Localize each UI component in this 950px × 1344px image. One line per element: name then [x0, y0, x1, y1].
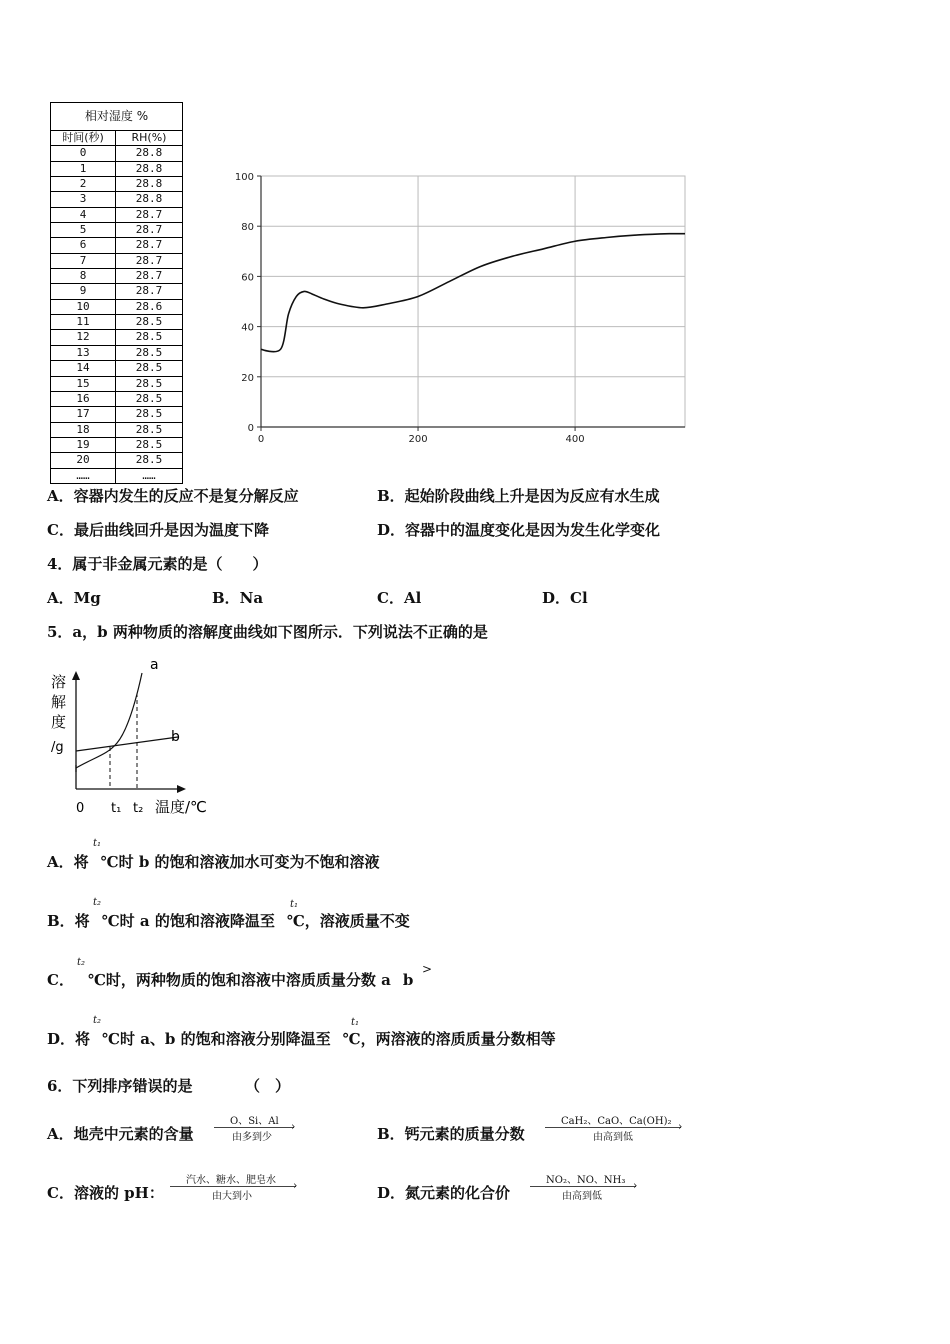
- q6-option-d-label: D．氮元素的化合价: [377, 1184, 511, 1202]
- rh-cell-time: 17: [51, 407, 116, 421]
- q6d-arrow-head-icon: ›: [633, 1179, 638, 1192]
- table-row: [51, 377, 182, 392]
- q5b-text-2: ℃，溶液质量不变: [286, 912, 410, 930]
- rh-cell-value: 28.7: [135, 253, 163, 267]
- rh-cell-value: 28.7: [135, 269, 163, 283]
- y-tick-label: 100: [234, 172, 254, 183]
- t2-tick-label: t₂: [133, 801, 144, 816]
- q6-option-c-label: C．溶液的 pH：: [47, 1184, 164, 1202]
- table-row: [51, 315, 182, 330]
- rh-cell-value: 28.7: [135, 238, 163, 252]
- q5c-text-2: b: [402, 971, 414, 989]
- table-row: [51, 269, 182, 284]
- table-row: [51, 162, 182, 177]
- y-tick-label: 60: [241, 272, 254, 284]
- rh-cell-time: 5: [51, 223, 116, 237]
- x-tick-label: 200: [408, 434, 428, 445]
- q5-option-d: [47, 1028, 556, 1049]
- origin-label: 0: [76, 801, 85, 816]
- rh-cell-time: 20: [51, 453, 116, 467]
- rh-cell-value: 28.6: [135, 299, 163, 313]
- rh-cell-time: 7: [51, 254, 116, 268]
- rh-cell-value: 28.7: [135, 207, 163, 221]
- q6d-arrow-top: NO₂、NO、NH₃: [546, 1175, 626, 1186]
- rh-series-line: [261, 234, 685, 352]
- q6-option-c-arrow: [170, 1171, 305, 1201]
- rh-cell-time: 1: [51, 162, 116, 176]
- table-row: [51, 407, 182, 422]
- q6b-arrow-head-icon: ›: [678, 1120, 683, 1133]
- rh-cell-value: 28.5: [135, 391, 163, 405]
- q3-option-a: A．容器内发生的反应不是复分解反应: [47, 487, 299, 505]
- q5a-t1: t₁: [93, 838, 102, 849]
- rh-cell-value: 28.8: [135, 192, 163, 206]
- x-tick-label: 400: [565, 434, 585, 445]
- y-axis-arrow: [72, 671, 80, 680]
- y-label-unit: /g: [51, 740, 64, 755]
- q5c-text-1: ℃时，两种物质的饱和溶液中溶质质量分数 a: [87, 971, 391, 989]
- table-row: [51, 254, 182, 269]
- q5d-prefix: D．将: [47, 1030, 91, 1048]
- rh-cell-time: 18: [51, 423, 116, 437]
- rh-cell-time: 10: [51, 300, 116, 314]
- rh-cell-value: 28.5: [135, 437, 163, 451]
- rh-cell-time: 14: [51, 361, 116, 375]
- curve-a: [76, 673, 142, 768]
- curve-b: [76, 737, 178, 751]
- q3-option-c: C．最后曲线回升是因为温度下降: [47, 521, 269, 539]
- table-row: [51, 300, 182, 315]
- rh-cell-time: ……: [51, 469, 116, 483]
- table-row: [51, 453, 182, 468]
- rh-cell-value: 28.5: [135, 376, 163, 390]
- q4-option-c: C．Al: [377, 589, 422, 607]
- rh-table: [50, 102, 183, 484]
- table-row: [51, 177, 182, 192]
- q6c-arrow-head-icon: ›: [293, 1179, 298, 1192]
- y-label-char-3: 度: [51, 713, 67, 731]
- x-axis-arrow: [177, 785, 186, 793]
- curve-a-label: a: [150, 657, 159, 673]
- rh-cell-value: 28.5: [135, 453, 163, 467]
- plot-frame: [261, 176, 685, 427]
- rh-line-chart: [220, 165, 700, 450]
- y-tick-label: 20: [241, 372, 254, 384]
- table-row: [51, 146, 182, 161]
- rh-cell-value: 28.5: [135, 361, 163, 375]
- q4-option-b: B．Na: [212, 589, 264, 607]
- rh-cell-time: 12: [51, 330, 116, 344]
- q5d-text-2: ℃，两溶液的溶质质量分数相等: [342, 1030, 556, 1048]
- table-row: [51, 392, 182, 407]
- q6-option-d-arrow: [530, 1171, 645, 1201]
- q6d-arrow-bot: 由高到低: [562, 1191, 602, 1202]
- rh-table-body: [51, 146, 182, 483]
- q6-stem: 6．下列排序错误的是 （ ）: [47, 1077, 290, 1095]
- y-label-char-2: 解: [51, 693, 67, 711]
- q3-option-d: D．容器中的温度变化是因为发生化学变化: [377, 521, 661, 539]
- q6-option-a-arrow: [214, 1112, 304, 1142]
- q5a-text: ℃时 b 的饱和溶液加水可变为不饱和溶液: [100, 853, 380, 871]
- q6-option-b-label: B．钙元素的质量分数: [377, 1125, 525, 1143]
- q6c-arrow-bot: 由大到小: [212, 1191, 252, 1202]
- y-label-char-1: 溶: [51, 673, 67, 691]
- q5-option-c: [47, 969, 413, 990]
- rh-cell-time: 4: [51, 208, 116, 222]
- x-tick-label: 0: [257, 434, 265, 445]
- q5b-prefix: B．将: [47, 912, 90, 930]
- y-tick-label: 0: [247, 423, 254, 434]
- y-tick-label: 40: [241, 322, 254, 334]
- table-row: [51, 423, 182, 438]
- q5-option-b: [47, 910, 410, 931]
- q4-option-a: A．Mg: [47, 589, 101, 607]
- q4-stem: 4．属于非金属元素的是（ ）: [47, 555, 268, 573]
- q6-option-b-arrow: [545, 1112, 690, 1142]
- q5d-t2: t₂: [93, 1015, 102, 1026]
- rh-cell-time: 3: [51, 192, 116, 206]
- q5b-t1: t₁: [290, 899, 299, 910]
- table-row: [51, 284, 182, 299]
- rh-table-title: 相对湿度 %: [51, 103, 182, 131]
- q5c-t2: t₂: [77, 957, 86, 968]
- table-row: [51, 238, 182, 253]
- rh-cell-value: 28.8: [135, 146, 163, 160]
- rh-col-time: 时间(秒): [51, 131, 116, 145]
- rh-cell-time: 13: [51, 346, 116, 360]
- t1-tick-label: t₁: [111, 801, 122, 816]
- rh-cell-time: 9: [51, 284, 116, 298]
- rh-cell-value: 28.5: [135, 330, 163, 344]
- q3-option-b: B．起始阶段曲线上升是因为反应有水生成: [377, 487, 660, 505]
- rh-col-rh: RH(%): [131, 131, 167, 144]
- q5c-gt: >: [422, 962, 433, 976]
- q4-option-d: D．Cl: [542, 589, 588, 607]
- rh-cell-value: 28.8: [135, 161, 163, 175]
- rh-cell-time: 11: [51, 315, 116, 329]
- rh-cell-value: 28.5: [135, 315, 163, 329]
- rh-cell-time: 19: [51, 438, 116, 452]
- q5b-text-1: ℃时 a 的饱和溶液降温至: [101, 912, 275, 930]
- table-row: [51, 223, 182, 238]
- rh-cell-value: 28.5: [135, 345, 163, 359]
- q6b-arrow-top: CaH₂、CaO、Ca(OH)₂: [561, 1116, 672, 1127]
- table-row: [51, 469, 182, 483]
- table-row: [51, 438, 182, 453]
- rh-cell-value: 28.7: [135, 284, 163, 298]
- q5d-text-1: ℃时 a、b 的饱和溶液分别降温至: [102, 1030, 331, 1048]
- q6a-arrow-top: O、Si、Al: [230, 1116, 279, 1127]
- rh-cell-value: ……: [142, 468, 156, 482]
- table-row: [51, 192, 182, 207]
- rh-cell-time: 6: [51, 238, 116, 252]
- rh-cell-value: 28.7: [135, 223, 163, 237]
- rh-cell-time: 8: [51, 269, 116, 283]
- q6-option-a-label: A．地壳中元素的含量: [47, 1125, 194, 1143]
- q6a-arrow-bot: 由多到少: [232, 1132, 272, 1143]
- q5a-prefix: A．将: [47, 853, 89, 871]
- table-row: [51, 361, 182, 376]
- curve-b-label: b: [171, 729, 180, 745]
- q6c-arrow-top: 汽水、糖水、肥皂水: [186, 1175, 276, 1186]
- q5b-t2: t₂: [93, 897, 102, 908]
- q5-stem: 5．a，b 两种物质的溶解度曲线如下图所示．下列说法不正确的是: [47, 623, 488, 641]
- x-axis-label: 温度/℃: [155, 798, 207, 816]
- solubility-chart: [45, 655, 225, 820]
- rh-cell-time: 2: [51, 177, 116, 191]
- rh-cell-value: 28.5: [135, 422, 163, 436]
- rh-cell-value: 28.5: [135, 407, 163, 421]
- q6a-arrow-head-icon: ›: [291, 1120, 296, 1133]
- rh-cell-value: 28.8: [135, 177, 163, 191]
- rh-cell-time: 0: [51, 146, 116, 160]
- rh-table-header: [51, 131, 182, 146]
- q5d-t1: t₁: [351, 1017, 360, 1028]
- table-row: [51, 208, 182, 223]
- y-tick-label: 80: [241, 222, 254, 234]
- q6b-arrow-bot: 由高到低: [593, 1132, 633, 1143]
- table-row: [51, 330, 182, 345]
- q5c-prefix: C．: [47, 971, 74, 989]
- q5-option-a: [47, 851, 380, 872]
- table-row: [51, 346, 182, 361]
- rh-cell-time: 15: [51, 377, 116, 391]
- rh-cell-time: 16: [51, 392, 116, 406]
